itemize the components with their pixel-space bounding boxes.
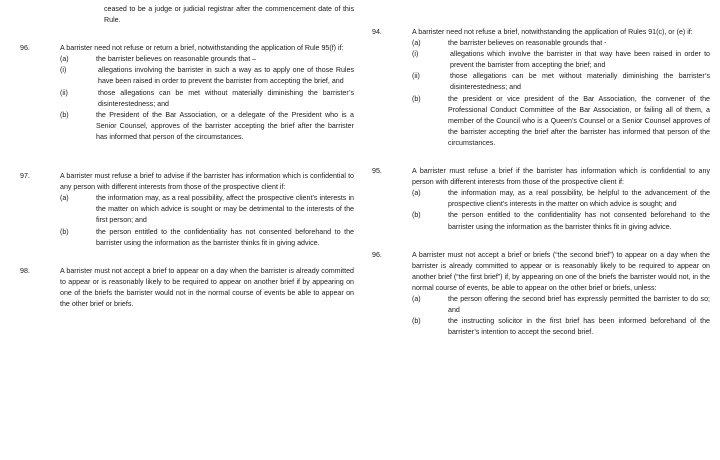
- subsubclause-marker: (ii): [412, 72, 420, 81]
- rule-subclause: [60, 54, 354, 65]
- rule-subsubclause: [412, 49, 710, 71]
- subclause-marker: (a): [412, 189, 421, 198]
- rule-lead-text: A barrister must refuse a brief to advise if the barrister has information which is confidential to any person with different interests from those of the prospective client if:: [60, 172, 354, 192]
- subsubclause-text: those allegations can be met without materially diminishing the barrister’s disinterestedness; and: [450, 72, 710, 92]
- rule-subclause: [412, 38, 710, 49]
- subsubclause-marker: (i): [60, 66, 67, 75]
- rule-subclause: [412, 316, 710, 338]
- rule-number: 97.: [20, 172, 30, 181]
- spacer: [412, 149, 710, 166]
- rule-subclause: [412, 210, 710, 232]
- rule-subclause: [60, 110, 354, 143]
- subclause-marker: (a): [60, 194, 69, 203]
- spacer: [412, 4, 710, 21]
- rule-subsubclause: [60, 88, 354, 110]
- spacer: [60, 26, 354, 43]
- subclause-text: the President of the Bar Association, or a delegate of the President who is a Senior Counsel, approves of the barrister accepting the brief after the barrister has informed that person of the circumstances.: [96, 110, 354, 141]
- subsubclause-text: allegations involving the barrister in such a way as to apply one of those Rules have been raised in order to prevent the barrister from accepting the brief, and: [98, 66, 354, 86]
- rule-number: 96.: [20, 44, 30, 53]
- subsubclause-marker: (i): [412, 50, 419, 59]
- subclause-text: the barrister believes on reasonable grounds that –: [96, 55, 257, 64]
- subclause-text: the person offering the second brief has expressly permitted the barrister to do so; and: [448, 294, 710, 315]
- rule-number: 96.: [372, 250, 382, 259]
- subsubclause-marker: (ii): [60, 88, 68, 97]
- subclause-text: the president or vice president of the Bar Association, the convener of the Professional Conduct Committee of the Bar Association, or failing all of them, a member of the Council who is a Queen’s Counsel or a Senior Counsel approves of the barrister accepting the brief after the barrister has informed that person of the circumstances.: [448, 94, 710, 147]
- subclause-marker: (b): [60, 110, 69, 119]
- rule-block: [372, 166, 710, 233]
- subclause-marker: (b): [412, 211, 421, 220]
- subclause-text: the instructing solicitor in the first brief has been informed beforehand of the barrister’s intention to accept the second brief.: [448, 317, 710, 337]
- rule-lead-text: A barrister must not accept a brief to appear on a day when the barrister is already committed to appear or is reasonably likely to be required to appear on another brief if by appearing on one of the briefs the barrister would not in the normal course of events be able to appear on the other brief or briefs.: [60, 266, 354, 308]
- right-column: [360, 4, 712, 460]
- rule-number: 95.: [372, 167, 382, 176]
- rule-number: 98.: [20, 266, 30, 275]
- subclause-marker: (a): [60, 55, 69, 64]
- rule-lead-text: A barrister need not refuse a brief, notwithstanding the application of Rules 91(c), or (e) if:: [412, 28, 693, 36]
- rule-subsubclause: [60, 65, 354, 87]
- subsubclause-text: those allegations can be met without materially diminishing the barrister’s disinterestedness; and: [98, 88, 354, 108]
- left-column: [8, 4, 360, 460]
- subclause-marker: (a): [412, 39, 421, 48]
- subclause-text: the information may, as a real possibility, be helpful to the advancement of the prospective client’s interests in the matter on which advice is sought; and: [448, 189, 710, 209]
- subclause-marker: (b): [412, 94, 421, 103]
- spacer: [60, 249, 354, 266]
- rule-lead-text: A barrister need not refuse or return a brief, notwithstanding the application of Rule 95(f) if:: [60, 44, 344, 53]
- rule-subclause: [60, 193, 354, 226]
- rule-block: [372, 250, 710, 339]
- rule-block: [20, 171, 354, 249]
- rule-subclause: [60, 227, 354, 249]
- rule-subclause: [412, 94, 710, 149]
- rule-subclause: [412, 294, 710, 316]
- subclause-marker: (b): [412, 317, 421, 326]
- spacer: [412, 233, 710, 250]
- subclause-text: the barrister believes on reasonable grounds that -: [448, 39, 607, 48]
- rule-block: [20, 266, 354, 310]
- subsubclause-text: allegations which involve the barrister in that way have been raised in order to prevent the barrister from accepting the brief; and: [450, 50, 710, 70]
- subclause-text: the information may, as a real possibility, affect the prospective client’s interests in the matter on which advice is sought or may be detrimental to the interests of the first person; and: [96, 194, 354, 225]
- rule-lead-text: A barrister must not accept a brief or briefs (“the second brief”) to appear on a day when the barrister is already committed to appear or is reasonably likely to be required to appear on another brief (“the first brief”) if, by appearing on one of the briefs the barrister would not, in the normal course of events, be able to appear on the other brief or briefs, unless:: [412, 250, 710, 292]
- subclause-marker: (b): [60, 227, 69, 236]
- subclause-text: the person entitled to the confidentiality has not consented beforehand to the barrister using the information as the barrister thinks fit in giving advice.: [448, 211, 710, 231]
- rule-lead-text: A barrister must refuse a brief if the barrister has information which is confidential to any person with different interests from those of the prospective client if:: [412, 167, 710, 187]
- rule-block: [20, 43, 354, 143]
- rule-block: [372, 27, 710, 149]
- subclause-marker: (a): [412, 294, 421, 303]
- rule-subsubclause: [412, 71, 710, 93]
- rule-subclause: [412, 188, 710, 210]
- rule-number: 94.: [372, 28, 382, 36]
- spacer: [60, 143, 354, 165]
- subclause-text: the person entitled to the confidentiality has not consented beforehand to the barrister using the information as the barrister thinks fit in giving advice.: [96, 227, 354, 247]
- continuation-paragraph: ceased to be a judge or judicial registrar after the commencement date of this Rule.: [104, 5, 354, 25]
